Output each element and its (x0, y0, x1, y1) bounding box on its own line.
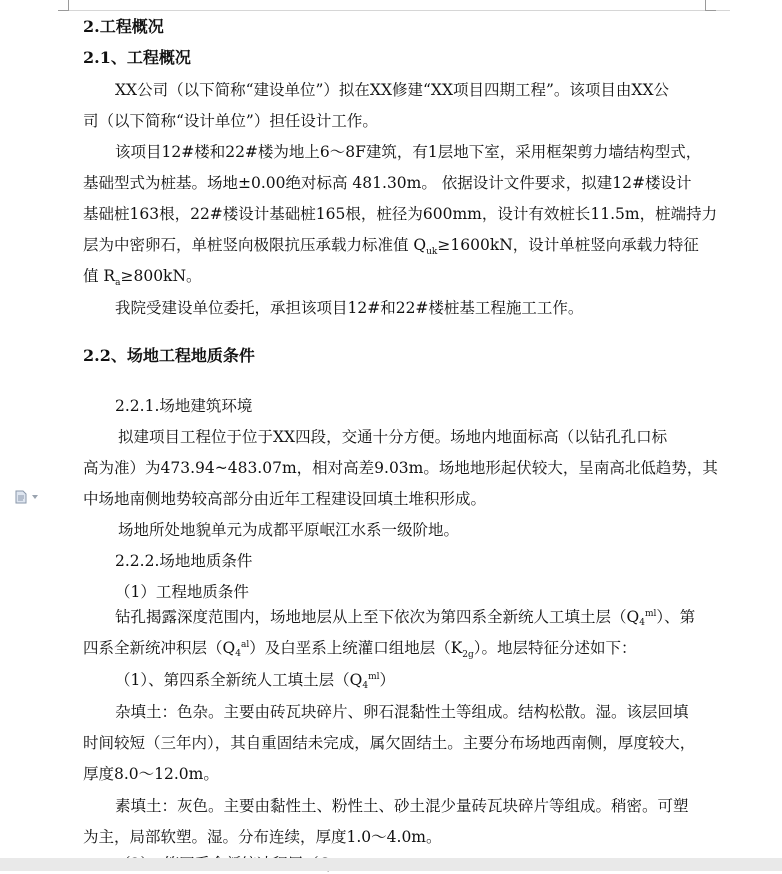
text-run: ）。地层特征分述如下： (473, 639, 637, 657)
page-gap (0, 858, 782, 871)
paragraph-line: 拟建项目工程位于位于XX四段，交通十分方便。场地内地面标高（以钻孔孔口标 (118, 428, 668, 446)
crop-mark-top-left (58, 0, 69, 11)
page-top-edge (58, 0, 730, 11)
paragraph-line: 基础桩163根，22#楼设计基础桩165根，桩径为600mm，设计有效桩长11.5m，桩端持力 (83, 205, 718, 223)
paragraph-line: 为主，局部软塑。湿。分布连续，厚度1.0～4.0m。 (83, 828, 442, 846)
subscript: uk (426, 247, 438, 258)
paragraph-options-icon[interactable] (14, 490, 38, 504)
paragraph-line: 司（以下简称“设计单位”）担任设计工作。 (83, 112, 378, 130)
subscript: a (115, 278, 121, 289)
text-run: ）及白垩系上统灌口组地层（K (249, 639, 463, 657)
heading-2-1: 2.1、工程概况 (83, 48, 191, 67)
paragraph-line (83, 266, 202, 289)
paragraph-line: 素填土：灰色。主要由黏性土、粉性土、砂土混少量砖瓦块碎片等组成。稍密。可塑 (115, 797, 689, 815)
subheading-2-2-2: 2.2.2.场地地质条件 (115, 552, 253, 570)
heading-2-2: 2.2、场地工程地质条件 (83, 346, 255, 365)
subscript: 2g (462, 650, 474, 661)
paragraph-line: 高为准）为473.94~483.07m，相对高差9.03m。场地地形起伏较大，呈南高北低趋势，其 (83, 459, 718, 477)
text-run: ）、第 (656, 608, 696, 626)
superscript: ml (368, 671, 380, 682)
text-run: ≥1600kN，设计单桩竖向承载力特征 (437, 236, 699, 254)
paragraph-line (115, 607, 695, 633)
chevron-down-icon (32, 495, 38, 499)
subscript: 4 (362, 681, 369, 691)
paragraph-line: 时间较短（三年内），其自重固结未完成，属欠固结土。主要分布场地西南侧，厚度较大， (83, 734, 696, 752)
text-run: 层为中密卵石，单桩竖向极限抗压承载力标准值 Q (83, 236, 427, 254)
paragraph-line (83, 638, 637, 664)
paragraph-line: XX公司（以下简称“建设单位”）拟在XX修建“XX项目四期工程”。该项目由XX公 (115, 81, 669, 99)
paragraph-line: 厚度8.0～12.0m。 (83, 765, 219, 783)
text-run: 四系全新统冲积层（Q (83, 639, 236, 657)
text-run: ） (379, 671, 395, 689)
subscript: 4 (235, 649, 241, 659)
heading-2: 2.工程概况 (83, 17, 164, 36)
list-item-heading: （1）工程地质条件 (115, 583, 249, 601)
superscript: al (240, 639, 250, 650)
subscript: 4 (639, 618, 645, 628)
paragraph-line: 场地所处地貌单元为成都平原岷江水系一级阶地。 (118, 521, 460, 539)
document-icon (14, 490, 28, 504)
paragraph-line: 基础型式为桩基。场地±0.00绝对标高 481.30m。 依据设计文件要求，拟建12#楼设计 (83, 174, 692, 192)
text-run: ≥800kN。 (120, 267, 202, 285)
paragraph-line (83, 235, 699, 258)
list-item-heading (115, 670, 395, 696)
paragraph-line: 我院受建设单位委托，承担该项目12#和22#楼桩基工程施工工作。 (115, 299, 584, 317)
paragraph-line: 杂填土：色杂。主要由砖瓦块碎片、卵石混黏性土等组成。结构松散。湿。该层回填 (115, 703, 689, 721)
paragraph-line: 该项目12#楼和22#楼为地上6～8F建筑，有1层地下室，采用框架剪力墙结构型式， (115, 143, 702, 161)
text-run: （1）、第四系全新统人工填土层（Q (115, 671, 363, 689)
paragraph-line: 中场地南侧地势较高部分由近年工程建设回填土堆积形成。 (83, 490, 487, 508)
superscript: ml (644, 608, 657, 619)
text-run: 值 R (83, 267, 116, 285)
crop-mark-top-right (705, 0, 716, 11)
text-run: 钻孔揭露深度范围内，场地地层从上至下依次为第四系全新统人工填土层（Q (115, 608, 640, 626)
subheading-2-2-1: 2.2.1.场地建筑环境 (115, 397, 253, 415)
